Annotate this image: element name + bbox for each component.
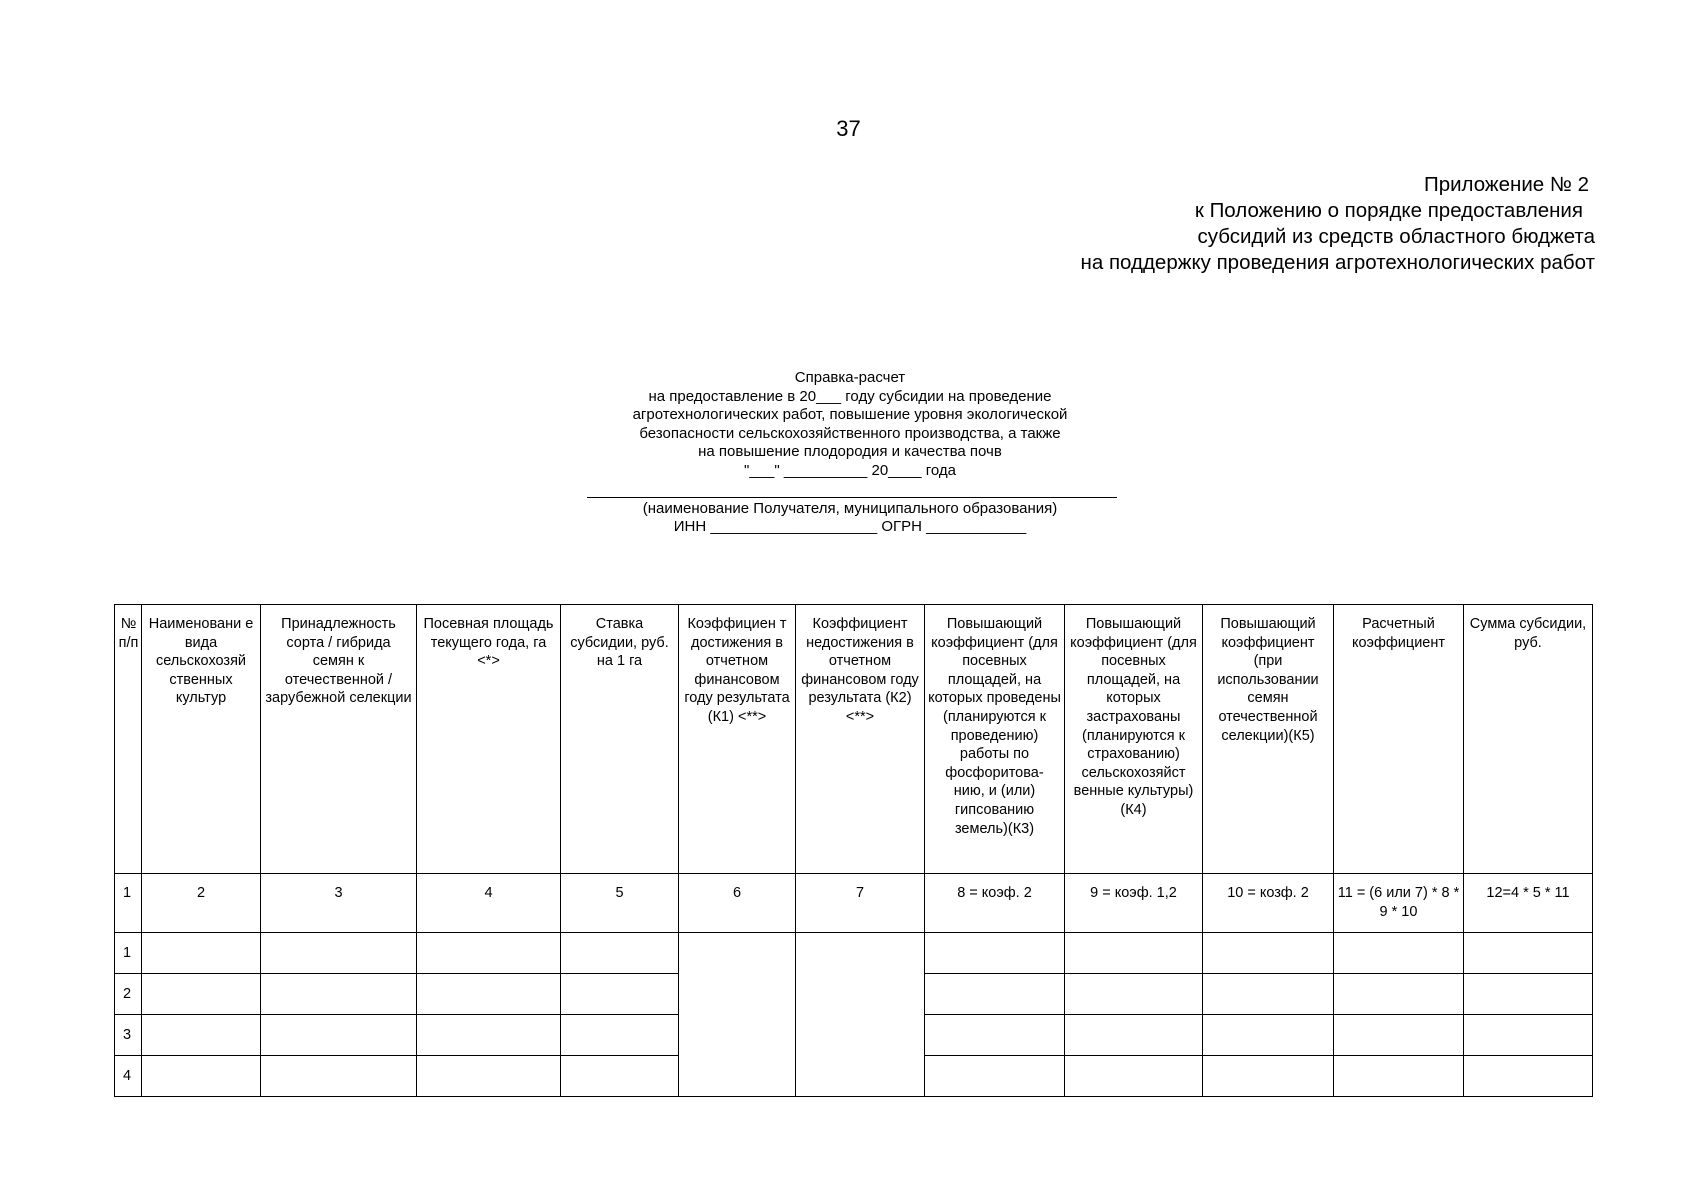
column-index: 7: [796, 874, 925, 933]
table-cell[interactable]: [561, 974, 679, 1015]
table-cell[interactable]: [1065, 933, 1203, 974]
table-cell[interactable]: [1203, 974, 1334, 1015]
date-line: "___" __________ 20____ года: [744, 461, 956, 479]
column-index-row: [115, 874, 1593, 933]
table-cell[interactable]: [561, 1015, 679, 1056]
table-cell[interactable]: [561, 933, 679, 974]
column-index: 10 = козф. 2: [1203, 874, 1334, 933]
table-cell[interactable]: [925, 974, 1065, 1015]
column-header: № п/п: [115, 605, 142, 874]
table-cell[interactable]: [1203, 933, 1334, 974]
table-cell[interactable]: [142, 974, 261, 1015]
table-cell[interactable]: [142, 1015, 261, 1056]
table-cell[interactable]: [925, 933, 1065, 974]
table-cell[interactable]: [925, 1015, 1065, 1056]
column-index: 5: [561, 874, 679, 933]
recipient-caption: (наименование Получателя, муниципального образования): [642, 500, 1058, 517]
column-index: 2: [142, 874, 261, 933]
table-cell[interactable]: [1334, 933, 1464, 974]
table-cell[interactable]: [1334, 1015, 1464, 1056]
appendix-line: на поддержку проведения агротехнологических работ: [1080, 251, 1595, 274]
recipient-name-line: [587, 497, 1117, 498]
inn-ogrn-line: ИНН ____________________ ОГРН ____________: [673, 518, 1027, 535]
document-title: Справка-расчет: [794, 369, 906, 386]
column-header: Повышающий коэффициент (для посевных площадей, на которых проведены (планируются к проведению) работы по фосфоритова- нию, и (или) гипсованию земель)(К3): [925, 605, 1065, 874]
column-header: Коэффициен т достижения в отчетном финансовом году результата (К1) <**>: [679, 605, 796, 874]
table-cell[interactable]: [417, 974, 561, 1015]
table-cell[interactable]: [561, 1056, 679, 1097]
column-index: 1: [115, 874, 142, 933]
row-number: 3: [115, 1015, 142, 1056]
column-index: 3: [261, 874, 417, 933]
column-header: Принадлежность сорта / гибрида семян к отечественной / зарубежной селекции: [261, 605, 417, 874]
column-index: 12=4 * 5 * 11: [1464, 874, 1593, 933]
table-cell[interactable]: [1464, 1056, 1593, 1097]
appendix-title: Приложение № 2: [1423, 173, 1589, 196]
column-header: Посевная площадь текущего года, га <*>: [417, 605, 561, 874]
table-cell[interactable]: [417, 1056, 561, 1097]
table-cell[interactable]: [417, 1015, 561, 1056]
table-cell-k2-merged[interactable]: [796, 933, 925, 1097]
table-cell[interactable]: [261, 1015, 417, 1056]
column-header: Наименовани е вида сельскохозяй ственных культур: [142, 605, 261, 874]
table-row: [115, 933, 1593, 974]
column-index: 8 = коэф. 2: [925, 874, 1065, 933]
column-header: Ставка субсидии, руб. на 1 га: [561, 605, 679, 874]
header-line: на предоставление в 20___ году субсидии на проведение: [648, 387, 1052, 405]
row-number: 1: [115, 933, 142, 974]
header-line: на повышение плодородия и качества почв: [698, 443, 1002, 460]
header-line: агротехнологических работ, повышение уровня экологической: [632, 406, 1068, 423]
table-cell[interactable]: [1334, 1056, 1464, 1097]
row-number: 2: [115, 974, 142, 1015]
row-number: 4: [115, 1056, 142, 1097]
table-cell[interactable]: [261, 1056, 417, 1097]
column-header: Расчетный коэффициент: [1334, 605, 1464, 874]
column-header: Повышающий коэффициент (для посевных площадей, на которых застрахованы (планируются к страхованию) сельскохозяйст венные культуры) (К4): [1065, 605, 1203, 874]
table-cell[interactable]: [261, 933, 417, 974]
table-cell[interactable]: [925, 1056, 1065, 1097]
column-header: Сумма субсидии, руб.: [1464, 605, 1593, 874]
table-cell[interactable]: [142, 1056, 261, 1097]
table-cell[interactable]: [1464, 1015, 1593, 1056]
table-cell[interactable]: [142, 933, 261, 974]
table-cell[interactable]: [1065, 974, 1203, 1015]
appendix-block: [1081, 172, 1595, 276]
table-cell[interactable]: [1334, 974, 1464, 1015]
table-cell[interactable]: [1065, 1015, 1203, 1056]
column-header: Повышающий коэффициент (при использовании семян отечественной селекции)(К5): [1203, 605, 1334, 874]
table-cell[interactable]: [1203, 1056, 1334, 1097]
column-index: 4: [417, 874, 561, 933]
table-cell[interactable]: [417, 933, 561, 974]
column-index: 6: [679, 874, 796, 933]
table-cell[interactable]: [1203, 1015, 1334, 1056]
table-cell[interactable]: [1464, 974, 1593, 1015]
header-line: безопасности сельскохозяйственного производства, а также: [639, 424, 1061, 442]
calculation-table: [114, 604, 1593, 1097]
appendix-line: к Положению о порядке предоставления: [1194, 199, 1583, 222]
column-header: Коэффициент недостижения в отчетном финансовом году результата (К2) <**>: [796, 605, 925, 874]
table-header-row: [115, 605, 1593, 874]
table-cell[interactable]: [1065, 1056, 1203, 1097]
column-index: 11 = (6 или 7) * 8 * 9 * 10: [1334, 874, 1464, 933]
appendix-line: субсидий из средств областного бюджета: [1197, 225, 1595, 248]
column-index: 9 = коэф. 1,2: [1065, 874, 1203, 933]
page-number: 37: [836, 116, 861, 141]
table-cell[interactable]: [261, 974, 417, 1015]
document-header: [510, 369, 1190, 480]
table-cell-k1-merged[interactable]: [679, 933, 796, 1097]
table-cell[interactable]: [1464, 933, 1593, 974]
